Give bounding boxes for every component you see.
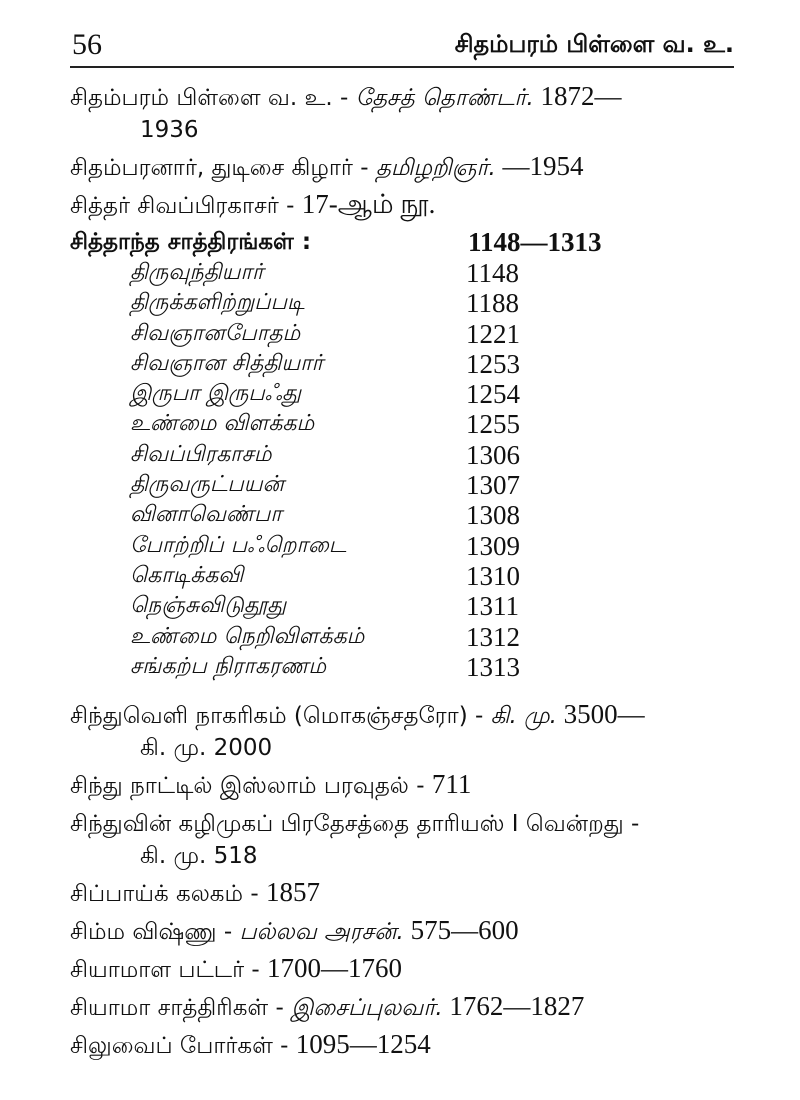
entry-list — [70, 80, 740, 1066]
group-item-name: சிவஞானபோதம் — [130, 320, 301, 346]
index-entry — [70, 952, 740, 986]
entry-description: தமிழறிஞர். — [375, 155, 496, 181]
index-entry — [70, 150, 740, 184]
index-entry — [70, 698, 740, 764]
group-item-name: போற்றிப் பஃறொடை — [130, 532, 347, 558]
group-item-name: திருக்களிற்றுப்படி — [130, 290, 305, 316]
entry-number: 1095—1254 — [295, 1029, 431, 1060]
index-entry — [70, 188, 740, 222]
entry-title: சிதம்பரனார், துடிசை கிழார் — [70, 155, 353, 181]
index-entry — [70, 1028, 740, 1062]
entries-top — [70, 80, 740, 222]
group-heading — [70, 226, 740, 258]
group-item — [70, 379, 740, 409]
group-item-name: சிவப்பிரகாசம் — [130, 441, 272, 467]
group-item-number: 1221 — [466, 318, 520, 349]
entry-title: சிந்து நாட்டில் இஸ்லாம் பரவுதல் — [70, 773, 409, 800]
entry-separator: - — [278, 193, 302, 219]
entry-number: 1857 — [265, 877, 320, 908]
entry-number: 1700—1760 — [267, 953, 403, 984]
group-item — [70, 288, 740, 318]
group-item — [70, 319, 740, 349]
entry-title: சிந்துவின் கழிமுகப் பிரதேசத்தை தாரியஸ் I வென்றது — [70, 811, 624, 838]
group-item-name: திருவருட்பயன் — [130, 472, 284, 498]
group-item-name: இருபா இருபஃது — [130, 381, 302, 407]
entry-continuation: கி. மு. 518 — [140, 843, 258, 870]
index-entry — [70, 80, 740, 146]
group-entry — [70, 226, 740, 682]
group-item — [70, 349, 740, 379]
running-head: சிதம்பரம் பிள்ளை வ. உ. — [454, 30, 734, 58]
group-item-name: சங்கற்ப நிராகரணம் — [130, 653, 327, 679]
entry-title: சியாமாள பட்டர் — [70, 957, 245, 984]
group-item — [70, 258, 740, 288]
group-item-number: 1306 — [466, 439, 520, 470]
group-item-number: 1307 — [466, 470, 520, 501]
group-item-number: 1313 — [466, 651, 520, 682]
entry-number: 3500— — [556, 699, 645, 730]
group-item-number: 1311 — [466, 591, 519, 622]
entry-separator: - — [467, 703, 491, 730]
entry-separator: - — [332, 85, 356, 111]
group-item — [70, 622, 740, 652]
group-item-number: 1148 — [466, 258, 519, 288]
entry-description: தேசத் தொண்டர். — [355, 85, 534, 111]
entry-number: —1954 — [495, 151, 584, 181]
entry-separator: - — [272, 1033, 296, 1060]
index-entry — [70, 768, 740, 802]
entry-separator: - — [623, 811, 640, 838]
entry-continuation: 1936 — [140, 117, 199, 143]
group-item-name: கொடிக்கவி — [130, 562, 244, 588]
entry-separator: - — [216, 919, 240, 946]
entry-number: 711 — [431, 769, 472, 800]
index-entry — [70, 806, 740, 872]
index-entry — [70, 876, 740, 910]
group-item-name: நெஞ்சுவிடுதூது — [130, 593, 287, 619]
index-entry — [70, 914, 740, 948]
entry-number: 1872— — [533, 81, 622, 111]
page-number: 56 — [72, 28, 102, 61]
entry-title: சிம்ம விஷ்ணு — [70, 919, 217, 946]
entry-separator: - — [243, 881, 266, 908]
group-item — [70, 500, 740, 530]
group-item-number: 1309 — [466, 530, 520, 561]
group-item-number: 1255 — [466, 409, 520, 440]
index-entry — [70, 990, 740, 1024]
group-item-name: உண்மை நெறிவிளக்கம் — [130, 623, 365, 649]
entry-continuation: கி. மு. 2000 — [140, 735, 273, 762]
group-item-name: உண்மை விளக்கம் — [130, 411, 315, 437]
group-item — [70, 652, 740, 682]
page-header — [70, 22, 734, 68]
entry-title: சியாமா சாத்திரிகள் — [70, 995, 269, 1022]
entry-title: சிப்பாய்க் கலகம் — [70, 881, 244, 908]
group-item — [70, 470, 740, 500]
entry-number: 1762—1827 — [442, 991, 585, 1022]
group-item-number: 1312 — [466, 621, 520, 652]
entry-separator: - — [244, 957, 268, 984]
entries-bottom — [70, 698, 740, 1062]
group-items — [70, 258, 740, 682]
entry-title: சிந்துவெளி நாகரிகம் (மொகஞ்சதரோ) — [70, 703, 468, 730]
entry-separator: - — [352, 155, 376, 181]
entry-title: சிலுவைப் போர்கள் — [70, 1033, 273, 1060]
entry-description: பல்லவ அரசன். — [239, 919, 404, 946]
group-item — [70, 440, 740, 470]
group-item-number: 1188 — [466, 288, 519, 319]
entry-title: சித்தர் சிவப்பிரகாசர் — [70, 193, 279, 219]
group-item-name: சிவஞான சித்தியார் — [130, 350, 324, 376]
group-title: சித்தாந்த சாத்திரங்கள் : — [70, 229, 312, 255]
group-item — [70, 409, 740, 439]
entry-separator: - — [268, 995, 292, 1022]
group-item-number: 1310 — [466, 560, 520, 591]
group-item-name: திருவுந்தியார் — [130, 260, 264, 285]
entry-description: கி. மு. — [490, 703, 557, 730]
group-item-number: 1254 — [466, 379, 520, 410]
entry-number: 17-ஆம் நூ. — [301, 189, 436, 219]
entry-description: இசைப்புலவர். — [291, 995, 443, 1022]
group-item-number: 1308 — [466, 500, 520, 531]
group-item — [70, 531, 740, 561]
group-item — [70, 561, 740, 591]
group-item-number: 1253 — [466, 348, 520, 379]
entry-title: சிதம்பரம் பிள்ளை வ. உ. — [70, 85, 333, 111]
group-item-name: வினாவெண்பா — [130, 502, 282, 528]
entry-number: 575—600 — [403, 915, 519, 946]
group-item — [70, 591, 740, 621]
entry-separator: - — [408, 773, 432, 800]
group-range: 1148—1313 — [468, 227, 602, 257]
